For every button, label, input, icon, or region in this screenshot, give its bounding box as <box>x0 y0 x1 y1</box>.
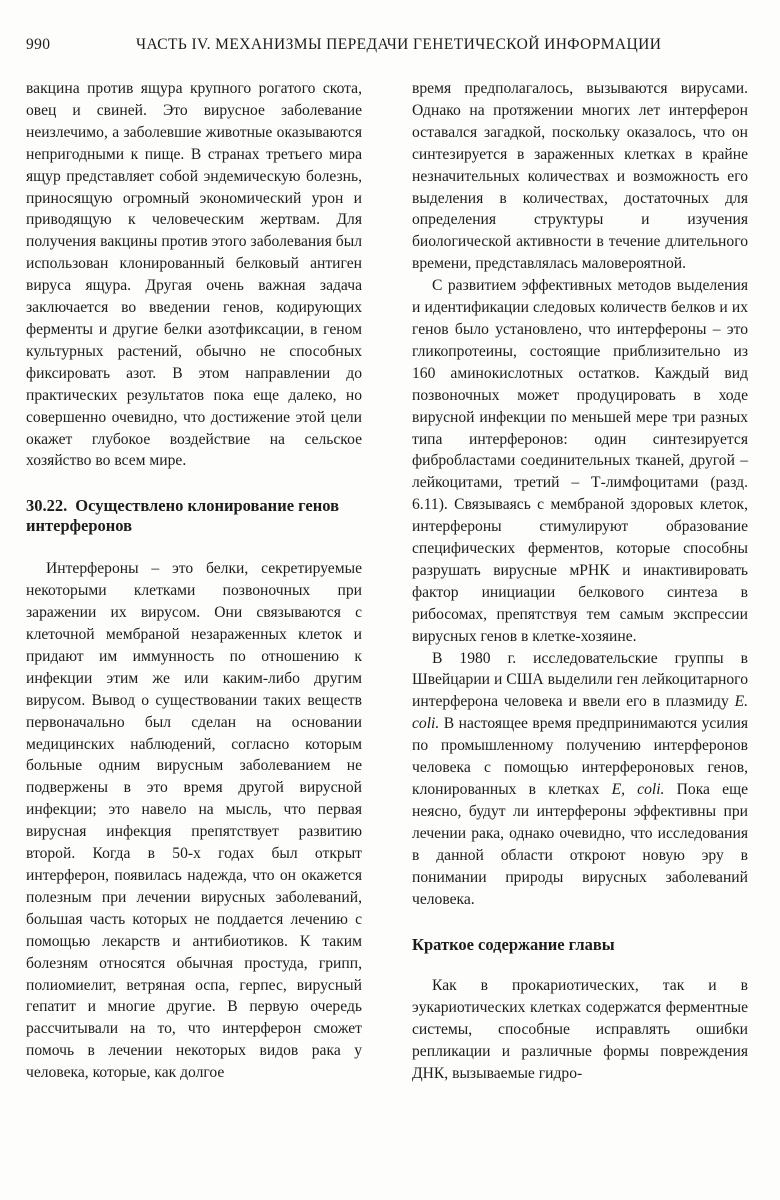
right-column <box>412 78 748 1085</box>
paragraph-interferon-structure: С развитием эффективных методов выделения и идентификации следовых количеств белков и их генов было установлено, что интерфероны – это гликопротеины, состоящие приблизительно из 160 аминокислотных остатков. Каждый вид позвоночных может продуцировать в ходе вирусной инфекции по меньшей мере три разных типа интерферонов: один синтезируется фибробластами соединительных тканей, другой – лейкоцитами, третий – Т-лимфоцитами (разд. 6.11). Связываясь с мембраной здоровых клеток, интерфероны стимулируют образование специфических ферментов, которые способны разрушать вирусные мРНК и инактивировать фактор инициации белкового синтеза в рибосомах, препятствуя тем самым экспрессии вирусных генов в клетке-хозяине. <box>412 277 748 645</box>
chapter-summary-heading: Краткое содержание главы <box>412 935 615 955</box>
running-header <box>26 36 756 60</box>
cloning-text-c: Пока еще неясно, будут ли интерфероны эффективны при лечении рака, однако очевидно, что исследования в данной области откроют новую эру в понимании природы вирусных заболеваний человека. <box>412 781 748 908</box>
page-number: 990 <box>26 36 51 53</box>
section-number: 30.22. <box>26 496 68 516</box>
left-column <box>26 78 362 1084</box>
paragraph-vaccine-continuation: вакцина против ящура крупного рогатого скота, овец и свиней. Это вирусное заболевание неизлечимо, а заболевшие животные оказываются непригодными к пище. В странах третьего мира ящур представляет собой эндемическую болезнь, приносящую огромный экономический урон и приводящую к человеческим жертвам. Для получения вакцины против этого заболевания был использован клонированный белковый антиген вируса ящура. Другая очень важная задача заключается во введении генов, кодирующих ферменты и другие белки азотфиксации, в геном культурных растений, обычно не способных фиксировать азот. В этом направлении до практических результатов пока еще далеко, но совершенно очевидно, что достижение этой цели окажет глубокое воздействие на сельское хозяйство во всем мире. <box>26 80 362 470</box>
section-title: Осуществлено клонирование генов интерферонов <box>26 496 340 536</box>
paragraph-interferons-intro: Интерфероны – это белки, секретируемые некоторыми клетками позвоночных при заражении их вирусом. Они связываются с клеточной мембраной незараженных клеток и придают им иммунность по отношению к инфекции этим же или каким-либо другим вирусом. Вывод о существовании таких веществ первоначально был сделан на основании медицинских наблюдений, согласно которым больные одним вирусным заболеванием не подвержены в это время другой вирусной инфекции; это навело на мысль, что первая вирусная инфекция препятствует развитию второй. Когда в 50-х годах был открыт интерферон, появилась надежда, что он окажется полезным при лечении вирусных заболеваний, большая часть которых не поддается лечению с помощью лекарств и антибиотиков. К таким болезням относятся обычная простуда, грипп, полиомиелит, ветряная оспа, герпес, вирусный гепатит и многие другие. В первую очередь рассчитывали на то, что интерферон сможет помочь в лечении некоторых видов рака у человека, которые, как долгое <box>26 560 362 1082</box>
paragraph-cloning-1980 <box>412 648 748 911</box>
species-name: E. coli. <box>412 693 748 733</box>
section-heading <box>26 496 362 536</box>
species-name: E, coli. <box>611 781 665 798</box>
paragraph-interferon-mystery: время предполагалось, вызываются вирусами. Однако на протяжении многих лет интерферон оставался загадкой, поскольку оказалось, что он синтезируется в зараженных клетках в крайне незначительных количествах и возможность его выделения в количествах, достаточных для определения структуры и изучения биологической активности в течение длительного времени, представлялась маловероятной. <box>412 80 748 273</box>
cloning-text-b: В настоящее время предпринимаются усилия по промышленному получению интерферонов человека с помощью интерфероновых генов, клонированных в клетках <box>412 715 748 798</box>
paragraph-summary: Как в прокариотических, так и в эукариотических клетках содержатся ферментные системы, способные исправлять ошибки репликации и различные формы повреждения ДНК, вызываемые гидро- <box>412 977 748 1083</box>
cloning-text-a: В 1980 г. исследовательские группы в Швейцарии и США выделили ген лейкоцитарного интерферона человека и ввели его в плазмиду <box>412 649 748 711</box>
running-title: ЧАСТЬ IV. МЕХАНИЗМЫ ПЕРЕДАЧИ ГЕНЕТИЧЕСКОЙ ИНФОРМАЦИИ <box>136 36 662 53</box>
